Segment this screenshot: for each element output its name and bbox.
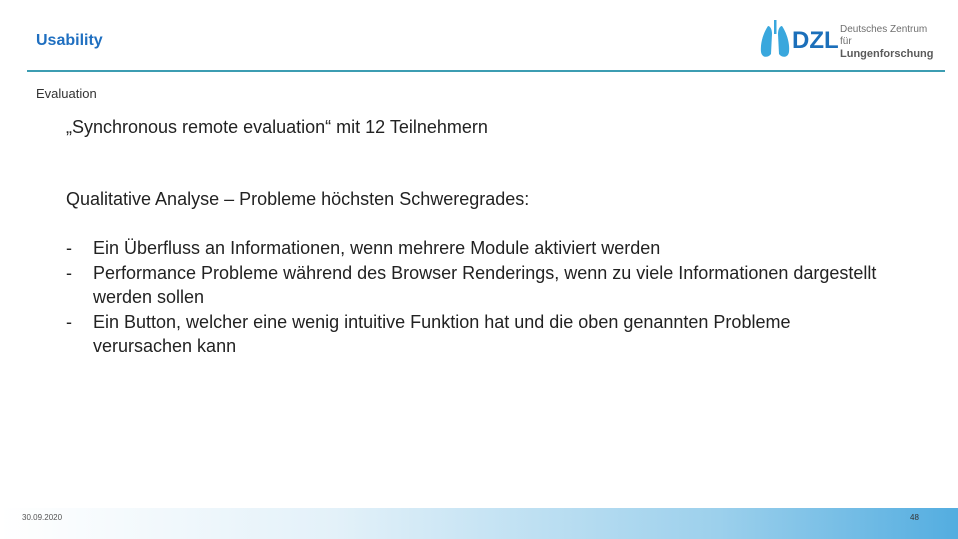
list-item [66,261,886,310]
header-divider [27,70,945,72]
footer-bar [0,508,958,539]
problem-list [66,236,886,359]
study-description: „Synchronous remote evaluation“ mit 12 Teilnehmern [66,117,488,137]
section-label: Evaluation [36,86,97,101]
dzl-logo [758,18,934,62]
bullet-dash: - [66,262,72,283]
list-item [66,310,886,359]
footer-date: 30.09.2020 [22,513,63,522]
bullet-dash: - [66,238,72,258]
logo-line-1: Deutsches Zentrum für [840,24,928,47]
list-item-text: Ein Button, welcher eine wenig intuitive Funktion hat und die oben genannten Probleme verursachen kann [93,311,791,356]
bullet-dash: - [66,311,72,332]
logo-line-2: Lungenforschung [840,48,934,60]
list-item [66,236,886,261]
logo-abbr: DZL [792,27,839,54]
page-number: 48 [910,513,919,522]
list-item-text: Ein Überfluss an Informationen, wenn mehrere Module aktiviert werden [93,238,661,258]
analysis-heading: Qualitative Analyse – Probleme höchsten Schweregrades: [66,189,530,209]
slide-title: Usability [36,32,103,49]
list-item-text: Performance Probleme während des Browser Renderings, wenn zu viele Informationen dargestellt werden sollen [93,262,877,307]
